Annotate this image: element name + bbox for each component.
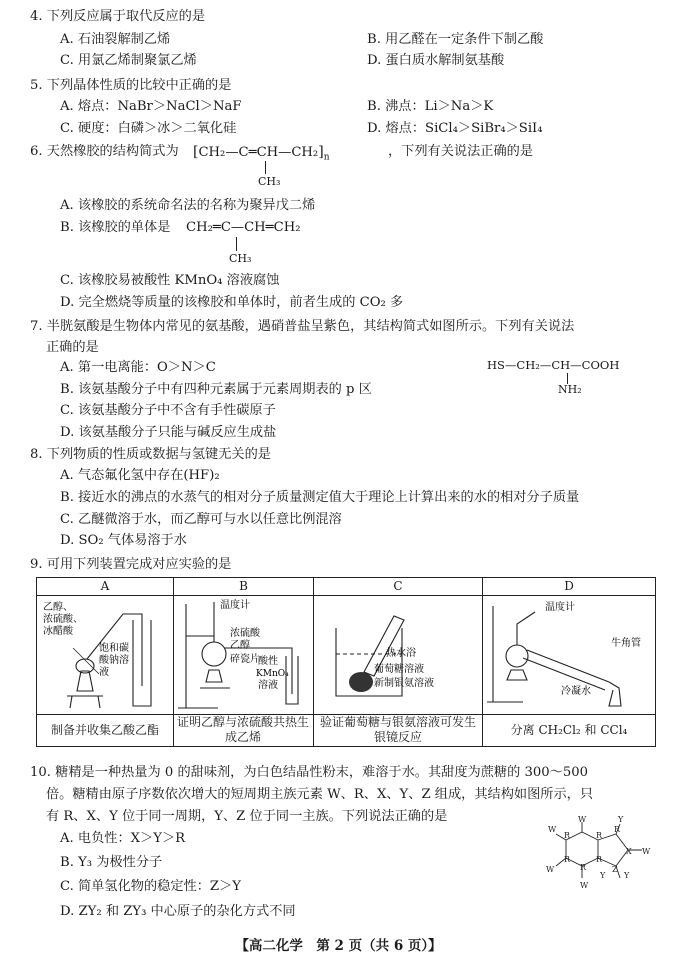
- apparatus-c-drawing: [314, 596, 482, 714]
- q9-stem: 9. 可用下列装置完成对应实验的是: [30, 557, 232, 572]
- apparatus-a-drawing: [37, 596, 173, 714]
- q9-caption-d: 分离 CH₂Cl₂ 和 CCl₄: [510, 722, 628, 737]
- q6-option-b-formula: CH₂═C—CH═CH₂: [186, 220, 301, 235]
- a-label-solution3: 液: [99, 667, 109, 678]
- svg-text:W: W: [548, 825, 557, 834]
- svg-text:W: W: [546, 865, 555, 874]
- q10-option-a: A. 电负性：X＞Y＞R: [60, 831, 186, 846]
- apparatus-d-drawing: [483, 596, 655, 714]
- q8-stem: 8. 下列物质的性质或数据与氢键无关的是: [30, 447, 271, 462]
- a-label-reagent3: 冰醋酸: [43, 626, 73, 637]
- q10-stem-line3: 有 R、X、Y 位于同一周期，Y、Z 位于同一主族。下列说法正确的是: [46, 809, 448, 824]
- q5-option-c: C. 硬度：白磷＞冰＞二氧化硅: [60, 121, 237, 136]
- a-label-solution1: 饱和碳: [99, 643, 129, 654]
- c-flask-content: [349, 672, 373, 692]
- svg-text:R: R: [596, 831, 603, 840]
- q6-stem-post: ，下列有关说法正确的是: [388, 144, 534, 159]
- q6-b-bond-line: [236, 237, 237, 251]
- svg-text:Y: Y: [618, 816, 624, 824]
- q9-apparatus-table: [36, 577, 656, 747]
- q7-structure: HS—CH₂—CH—COOH: [487, 358, 620, 372]
- q6-b-methyl: CH₃: [229, 252, 252, 265]
- svg-text:R: R: [596, 855, 603, 864]
- a-label-reagent1: 乙醇、: [43, 602, 73, 613]
- q4-option-d: D. 蛋白质水解制氨基酸: [367, 53, 505, 68]
- b-label-solution: 溶液: [258, 680, 278, 691]
- q7-stem-line2: 正确的是: [46, 340, 99, 355]
- q10-option-d: D. ZY₂ 和 ZY₃ 中心原子的杂化方式不同: [60, 904, 296, 919]
- q10-structure-diagram: [536, 816, 658, 908]
- q10-stem-line1: 10. 糖精是一种热量为 0 的甜味剂，为白色结晶性粉末，难溶于水。其甜度为蔗糖的 300～500: [30, 765, 589, 780]
- a-label-solution2: 酸钠溶: [99, 655, 129, 666]
- q4-stem: 4. 下列反应属于取代反应的是: [30, 9, 206, 24]
- page-footer: 【高二化学 第 2 页（共 6 页）】: [235, 938, 442, 954]
- c-label-silver: 新制银氨溶液: [374, 678, 434, 689]
- q9-caption-a: 制备并收集乙酸乙酯: [50, 722, 159, 737]
- svg-text:W: W: [642, 847, 651, 856]
- q8-option-a: A. 气态氟化氢中存在(HF)₂: [60, 468, 220, 483]
- q6-option-c: C. 该橡胶易被酸性 KMnO₄ 溶液腐蚀: [60, 273, 280, 288]
- q6-stem-pre: 6. 天然橡胶的结构简式为: [30, 144, 179, 159]
- b-label-acid: 浓硫酸: [230, 628, 260, 639]
- q8-option-d: D. SO₂ 气体易溶于水: [60, 533, 187, 548]
- q10-option-c: C. 简单氢化物的稳定性：Z＞Y: [60, 879, 241, 894]
- b-label-ethanol: 乙醇: [230, 640, 250, 651]
- q5-stem: 5. 下列晶体性质的比较中正确的是: [30, 78, 232, 93]
- svg-text:R: R: [580, 863, 587, 872]
- c-label-waterbath: 热水浴: [386, 648, 416, 659]
- d-label-thermometer: 温度计: [545, 602, 575, 613]
- svg-text:R: R: [564, 855, 571, 864]
- q7-structure-amine: NH₂: [558, 383, 582, 396]
- q6-polymer-bracket: $[CH_2—C═CH—CH_2]_n$: [193, 144, 330, 163]
- q9-caption-b: 证明乙醇与浓硫酸共热生成乙烯: [177, 715, 310, 744]
- svg-text:Z: Z: [612, 865, 618, 874]
- q6-option-a: A. 该橡胶的系统命名法的名称为聚异戊二烯: [60, 198, 316, 213]
- d-label-coolant: 冷凝水: [561, 686, 591, 697]
- q5-option-a: A. 熔点：NaBr＞NaCl＞NaF: [60, 99, 242, 114]
- q7-option-c: C. 该氨基酸分子中不含有手性碳原子: [60, 403, 276, 418]
- q6-subscript-n: n: [323, 152, 330, 163]
- q8-option-c: C. 乙醚微溶于水，而乙醇可与水以任意比例混溶: [60, 512, 342, 527]
- q7-stem-line1: 7. 半胱氨酸是生物体内常见的氨基酸，遇硝普盐呈紫色，其结构简式如图所示。下列有关说法: [30, 319, 575, 334]
- b-label-chips: 碎瓷片: [230, 654, 260, 665]
- q4-option-a: A. 石油裂解制乙烯: [60, 32, 171, 47]
- apparatus-b-drawing: [174, 596, 313, 714]
- svg-text:Y: Y: [600, 871, 606, 880]
- svg-text:X: X: [626, 847, 632, 856]
- svg-text:W: W: [578, 816, 587, 824]
- q4-option-c: C. 用氯乙烯制聚氯乙烯: [60, 53, 197, 68]
- svg-text:R: R: [614, 825, 621, 834]
- q9-caption-c: 验证葡萄糖与银氨溶液可发生银镜反应: [319, 715, 476, 744]
- q5-option-d: D. 熔点：SiCl₄＞SiBr₄＞SiI₄: [367, 121, 543, 136]
- b-label-acidic: 酸性: [258, 656, 278, 667]
- q7-option-d: D. 该氨基酸分子只能与碱反应生成盐: [60, 425, 277, 440]
- b-label-thermometer: 温度计: [220, 600, 250, 611]
- q6-option-d: D. 完全燃烧等质量的该橡胶和单体时，前者生成的 CO₂ 多: [60, 295, 404, 310]
- q10-option-b: B. Y₃ 为极性分子: [60, 855, 163, 870]
- q8-option-b: B. 接近水的沸点的水蒸气的相对分子质量测定值大于理论上计算出来的水的相对分子质量: [60, 490, 580, 505]
- q9-header-d: D: [564, 579, 574, 593]
- q6-formula-main: CH₂—C═CH—CH₂: [198, 145, 319, 160]
- q9-header-a: A: [100, 579, 110, 593]
- b-label-kmno4: KMnO₄: [256, 669, 289, 679]
- q9-header-b: B: [239, 579, 248, 593]
- q7-option-a: A. 第一电离能：O＞N＞C: [60, 360, 216, 375]
- q5-option-b: B. 沸点：Li＞Na＞K: [367, 99, 494, 114]
- svg-text:R: R: [564, 831, 571, 840]
- c-label-glucose: 葡萄糖溶液: [374, 664, 424, 675]
- q9-header-c: C: [393, 579, 403, 593]
- q7-option-b: B. 该氨基酸分子中有四种元素属于元素周期表的 p 区: [60, 382, 372, 397]
- q10-stem-line2: 倍。糖精由原子序数依次增大的短周期主族元素 W、R、X、Y、Z 组成，其结构如图所示，只: [46, 787, 594, 802]
- q6-methyl: CH₃: [258, 175, 281, 188]
- svg-text:W: W: [580, 881, 589, 890]
- q4-option-b: B. 用乙醛在一定条件下制乙酸: [367, 32, 544, 47]
- q6-option-b-pre: B. 该橡胶的单体是: [60, 220, 171, 235]
- a-label-reagent2: 浓硫酸、: [43, 614, 83, 625]
- svg-text:Y: Y: [624, 871, 630, 880]
- d-label-adapter: 牛角管: [611, 638, 641, 649]
